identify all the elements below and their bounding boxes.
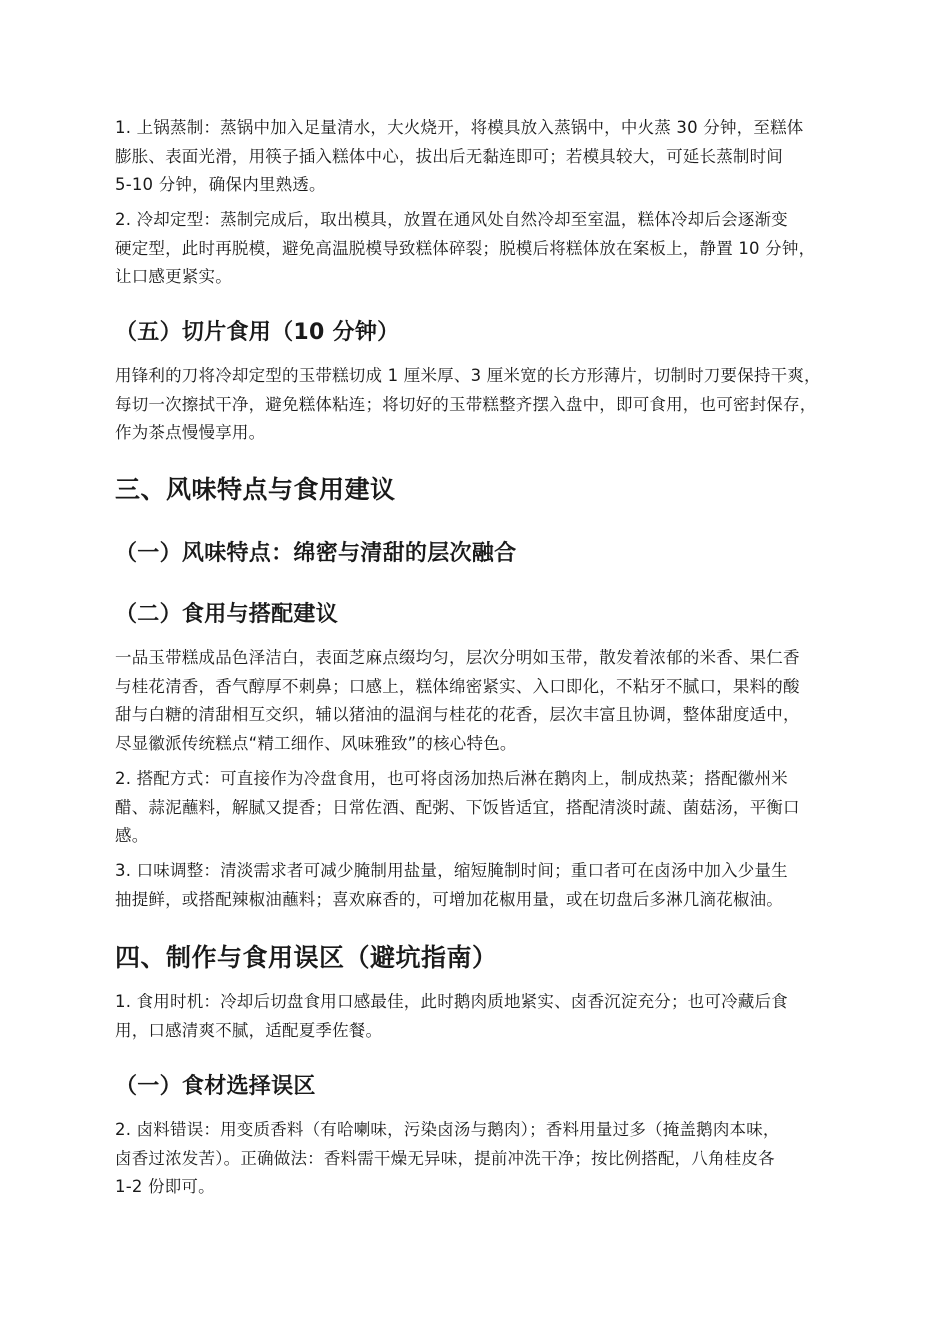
paragraph-flavor-description: 一品玉带糕成品色泽洁白，表面芝麻点缀均匀，层次分明如玉带，散发着浓郁的米香、果仁香 与桂花清香，香气醇厚不刺鼻；口感上，糕体绵密紧实、入口即化，不粘牙不腻口，果料的酸 甜与白糖的清甜相互交织，辅以猪油的温润与桂花的花香，层次丰富且协调，整体甜度适中， 尽显徽派传统糕点“精工细作、风味雅致”的核心特色。 (115, 648, 800, 753)
heading-pairing-suggestions: （二）食用与搭配建议 (115, 602, 339, 627)
heading-flavor-features: （一）风味特点：绵密与清甜的层次融合 (115, 541, 517, 566)
heading-section-4: 四、制作与食用误区（避坑指南） (115, 943, 498, 972)
heading-slice-serve: （五）切片食用（10 分钟） (115, 320, 400, 345)
paragraph-cooling: 2. 冷却定型：蒸制完成后，取出模具，放置在通风处自然冷却至室温，糕体冷却后会逐渐变 硬定型，此时再脱模，避免高温脱模导致糕体碎裂；脱模后将糕体放在案板上，静置 10 分钟， 让口感更紧实。 (115, 210, 816, 286)
paragraph-timing: 1. 食用时机：冷却后切盘食用口感最佳，此时鹅肉质地紧实、卤香沉淀充分；也可冷藏后食 用，口感清爽不腻，适配夏季佐餐。 (115, 992, 788, 1040)
paragraph-steaming: 1. 上锅蒸制：蒸锅中加入足量清水，大火烧开，将模具放入蒸锅中，中火蒸 30 分钟，至糕体 膨胀、表面光滑，用筷子插入糕体中心，拔出后无黏连即可；若模具较大，可延长蒸制时间 5-10 分钟，确保内里熟透。 (115, 118, 804, 194)
heading-ingredient-mistakes: （一）食材选择误区 (115, 1074, 316, 1099)
paragraph-slicing: 用锋利的刀将冷却定型的玉带糕切成 1 厘米厚、3 厘米宽的长方形薄片，切制时刀要保持干爽， 每切一次擦拭干净，避免糕体粘连；将切好的玉带糕整齐摆入盘中，即可食用，也可密封保存， 作为茶点慢慢享用。 (115, 366, 821, 442)
paragraph-spice-mistakes: 2. 卤料错误：用变质香料（有哈喇味，污染卤汤与鹅肉）；香料用量过多（掩盖鹅肉本味， 卤香过浓发苦）。正确做法：香料需干燥无异味，提前冲洗干净；按比例搭配，八角桂皮各 1-2 份即可。 (115, 1120, 780, 1196)
paragraph-pairing-method: 2. 搭配方式：可直接作为冷盘食用，也可将卤汤加热后淋在鹅肉上，制成热菜；搭配徽州米 醋、蒜泥蘸料，解腻又提香；日常佐酒、配粥、下饭皆适宜，搭配清淡时蔬、菌菇汤，平衡口 感。 (115, 769, 800, 845)
paragraph-taste-adjustment: 3. 口味调整：清淡需求者可减少腌制用盐量，缩短腌制时间；重口者可在卤汤中加入少量生 抽提鲜，或搭配辣椒油蘸料；喜欢麻香的，可增加花椒用量，或在切盘后多淋几滴花椒油。 (115, 861, 788, 909)
heading-section-3: 三、风味特点与食用建议 (115, 475, 396, 504)
